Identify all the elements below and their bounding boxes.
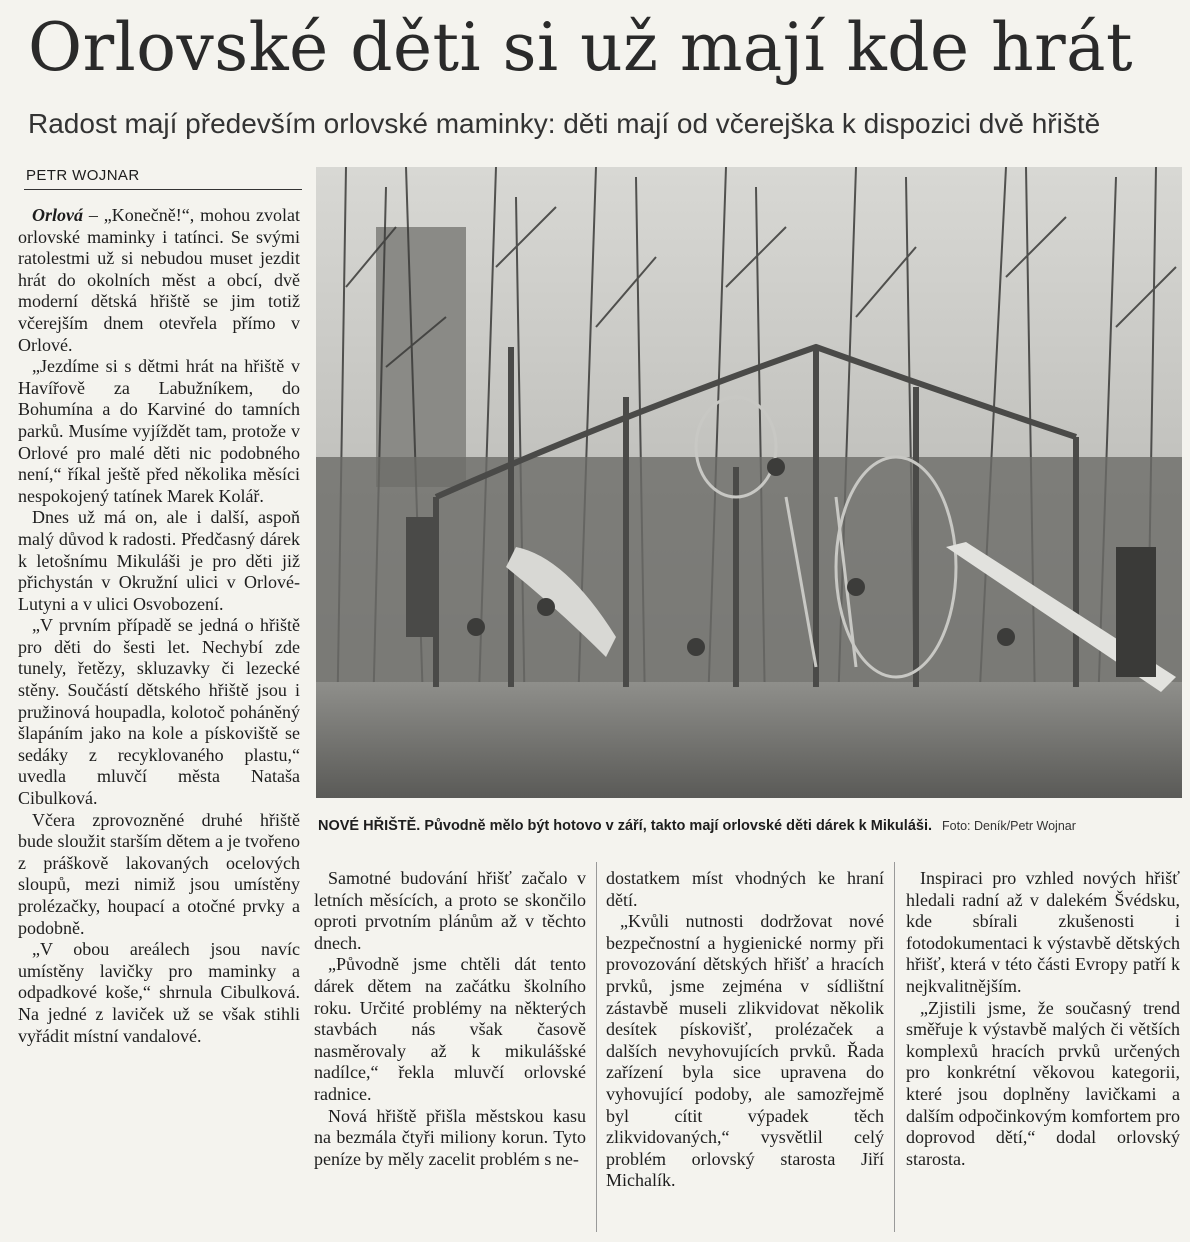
- column-divider: [894, 862, 895, 1232]
- playground-photo: [316, 167, 1182, 798]
- paragraph: „Původně jsme chtěli dát tento dárek dětem na začátku školního roku. Určité problémy na některých stavbách nás však časově nasměrovaly až k mikulášské nadílce,“ řekla mluvčí orlovské radnice.: [314, 954, 586, 1104]
- paragraph: Včera zprovozněné druhé hřiště bude sloužit starším dětem a je tvořeno z práškově lakovaných ocelových sloupů, mezi nimiž jsou umístěny prolézačky, houpací a otočné prvky a podobně.: [18, 809, 300, 938]
- paragraph: „Kvůli nutnosti dodržovat nové bezpečnostní a hygienické normy při provozování dětských hřišť a hracích prvků, jsme zejména v sídlištní zástavbě museli zlikvidovat několik desítek pískovišť, prolézaček a dalších nevyhovujících prvků. Řada zařízení byla sice upravena do vyhovující podoby, ale samozřejmě byl cítit výpadek těch zlikvidovaných,“ vysvětlil celý problém orlovský starosta Jiří Michalík.: [606, 911, 884, 1191]
- photo-credit: Foto: Deník/Petr Wojnar: [942, 819, 1076, 833]
- article-subheadline: Radost mají především orlovské maminky: děti mají od včerejška k dispozici dvě hřiště: [28, 108, 1101, 139]
- article-column-4: [906, 868, 1180, 1170]
- paragraph: „V obou areálech jsou navíc umístěny lavičky pro maminky a odpadkové koše,“ shrnula Cibulková. Na jedné z laviček už se však stihli vyřádit místní vandalové.: [18, 939, 300, 1046]
- dateline: Orlová: [32, 205, 83, 225]
- caption-text: Původně mělo být hotovo v září, takto mají orlovské děti dárek k Mikuláši.: [424, 818, 933, 834]
- article-column-3: [606, 868, 884, 1192]
- caption-lead: NOVÉ HŘIŠTĚ.: [318, 818, 421, 834]
- paragraph: Samotné budování hřišť začalo v letních měsících, a proto se skončilo oproti prvotním plánům až v těchto dnech.: [314, 868, 586, 953]
- author-byline: PETR WOJNAR: [24, 165, 302, 190]
- paragraph: „V prvním případě se jedná o hřiště pro děti do šesti let. Nechybí zde tunely, řetězy, skluzavky či lezecké stěny. Součástí dětského hřiště jsou i pružinová houpadla, kolotoč poháněný šlapáním jako na kole a pískoviště se sedáky z recyklovaného plastu,“ uvedla mluvčí města Nataša Cibulková.: [18, 615, 300, 809]
- article-column-2: [314, 868, 586, 1170]
- article-column-1: [18, 205, 300, 1047]
- article-headline: Orlovské děti si už mají kde hrát: [28, 9, 1134, 86]
- playground-photo-graphic: [316, 167, 1182, 798]
- paragraph: dostatkem míst vhodných ke hraní dětí.: [606, 868, 884, 910]
- paragraph-text: – „Konečně!“, mohou zvolat orlovské maminky i tatínci. Se svými ratolestmi už si nebudou muset jezdit hrát do okolních měst a obcí, dvě moderní dětská hřiště se jim totiž včerejším dnem otevřela přímo v Orlové.: [18, 205, 300, 355]
- paragraph: Nová hřiště přišla městskou kasu na bezmála čtyři miliony korun. Tyto peníze by měly zacelit problém s ne-: [314, 1105, 586, 1169]
- paragraph: Dnes už má on, ale i další, aspoň malý důvod k radosti. Předčasný dárek k letošnímu Mikuláši je pro děti již přichystán v Okružní ulici v Orlové-Lutyni a v ulici Osvobození.: [18, 507, 300, 614]
- column-divider: [596, 862, 597, 1232]
- paragraph: [18, 205, 300, 356]
- paragraph: „Zjistili jsme, že současný trend směřuje k výstavbě malých či větších komplexů hracích prvků určených pro konkrétní věkovou kategorii, které jsou doplněny lavičkami a dalším odpočinkovým komfortem pro doprovod dětí,“ dodal orlovský starosta.: [906, 997, 1180, 1169]
- photo-caption: [318, 816, 1184, 836]
- paragraph: „Jezdíme si s dětmi hrát na hřiště v Havířově za Labužníkem, do Bohumína a do Karviné do tamních parků. Musíme vyjíždět tam, protože v Orlové pro malé děti nic podobného není,“ říkal ještě před několika měsíci nespokojený tatínek Marek Kolář.: [18, 356, 300, 506]
- paragraph: Inspiraci pro vzhled nových hřišť hledali radní až v dalekém Švédsku, kde sbírali zkušenosti i fotodokumentaci k výstavbě dětských hřišť, která v této části Evropy patří k nejkvalitnějším.: [906, 868, 1180, 996]
